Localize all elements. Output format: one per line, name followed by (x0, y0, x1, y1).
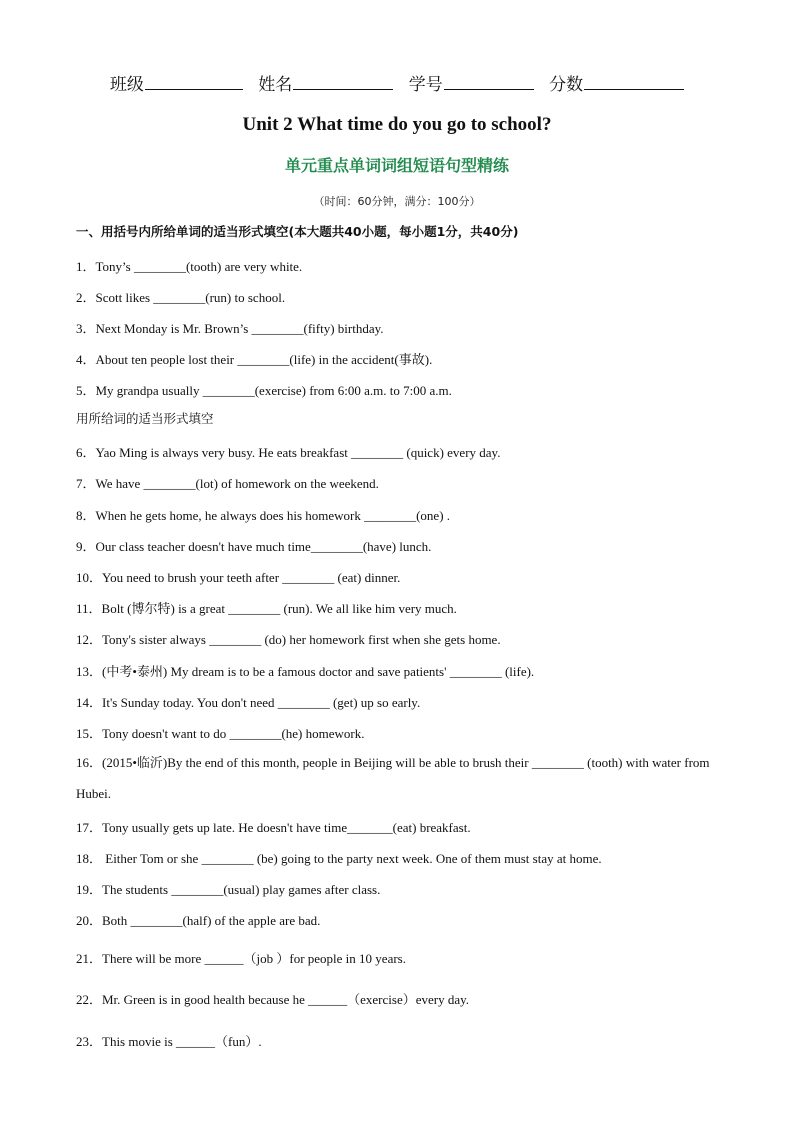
question-6: 6．Yao Ming is always very busy. He eats breakfast ________ (quick) every day. (76, 445, 501, 460)
question-20: 20．Both ________(half) of the apple are bad. (76, 913, 321, 928)
question-10: 10．You need to brush your teeth after ________ (eat) dinner. (76, 570, 401, 585)
question-2: 2．Scott likes ________(run) to school. (76, 290, 286, 305)
unit-subtitle: 单元重点单词词组短语句型精练 (284, 156, 509, 175)
question-9: 9．Our class teacher doesn't have much time________(have) lunch. (76, 539, 432, 554)
question-5: 5．My grandpa usually ________(exercise) from 6:00 a.m. to 7:00 a.m. (76, 383, 452, 398)
question-12: 12．Tony's sister always ________ (do) her homework first when she gets home. (76, 632, 501, 647)
score-field (549, 70, 684, 95)
class-blank (145, 88, 243, 90)
question-19: 19．The students ________(usual) play games after class. (76, 882, 381, 897)
question-3: 3．Next Monday is Mr. Brown’s ________(fifty) birthday. (76, 321, 384, 336)
question-8: 8．When he gets home, he always does his homework ________(one) . (76, 508, 451, 523)
question-17: 17．Tony usually gets up late. He doesn't have time_______(eat) breakfast. (76, 820, 471, 835)
class-label: 班级 (109, 75, 144, 95)
unit-title: Unit 2 What time do you go to school? (242, 114, 552, 135)
question-16: 16．(2015•临沂)By the end of this month, people in Beijing will be able to brush their ________ (tooth) with water from Hubei. (76, 755, 710, 801)
student-no-field (409, 70, 534, 95)
question-1: 1．Tony’s ________(tooth) are very white. (76, 259, 303, 274)
question-15: 15．Tony doesn't want to do ________(he) homework. (76, 726, 365, 741)
question-18: 18． Either Tom or she ________ (be) going to the party next week. One of them must stay at home. (76, 851, 602, 866)
section1-subheading: 用所给词的适当形式填空 (76, 411, 214, 426)
question-14: 14．It's Sunday today. You don't need ________ (get) up so early. (76, 695, 421, 710)
question-21: 21．There will be more ______（job ）for people in 10 years. (76, 951, 406, 966)
name-field (258, 70, 393, 95)
question-23: 23．This movie is ______（fun）. (76, 1034, 262, 1049)
time-and-score-note: （时间：60分钟，满分：100分） (313, 195, 481, 208)
question-4: 4．About ten people lost their ________(life) in the accident(事故). (76, 352, 433, 367)
student-info-line (0, 70, 794, 95)
question-22: 22．Mr. Green is in good health because he ______（exercise）every day. (76, 992, 470, 1007)
score-label: 分数 (549, 75, 584, 95)
name-label: 姓名 (258, 75, 293, 95)
question-11: 11．Bolt (博尔特) is a great ________ (run). We all like him very much. (76, 601, 457, 616)
score-blank (584, 88, 684, 90)
class-field (110, 70, 243, 95)
question-13: 13．(中考•泰州) My dream is to be a famous doctor and save patients' ________ (life). (76, 664, 535, 679)
question-7: 7．We have ________(lot) of homework on the weekend. (76, 476, 379, 491)
section1-heading: 一、用括号内所给单词的适当形式填空(本大题共40小题，每小题1分，共40分) (76, 224, 519, 239)
name-blank (293, 88, 393, 90)
student-no-label: 学号 (408, 75, 443, 95)
student-no-blank (444, 88, 534, 90)
